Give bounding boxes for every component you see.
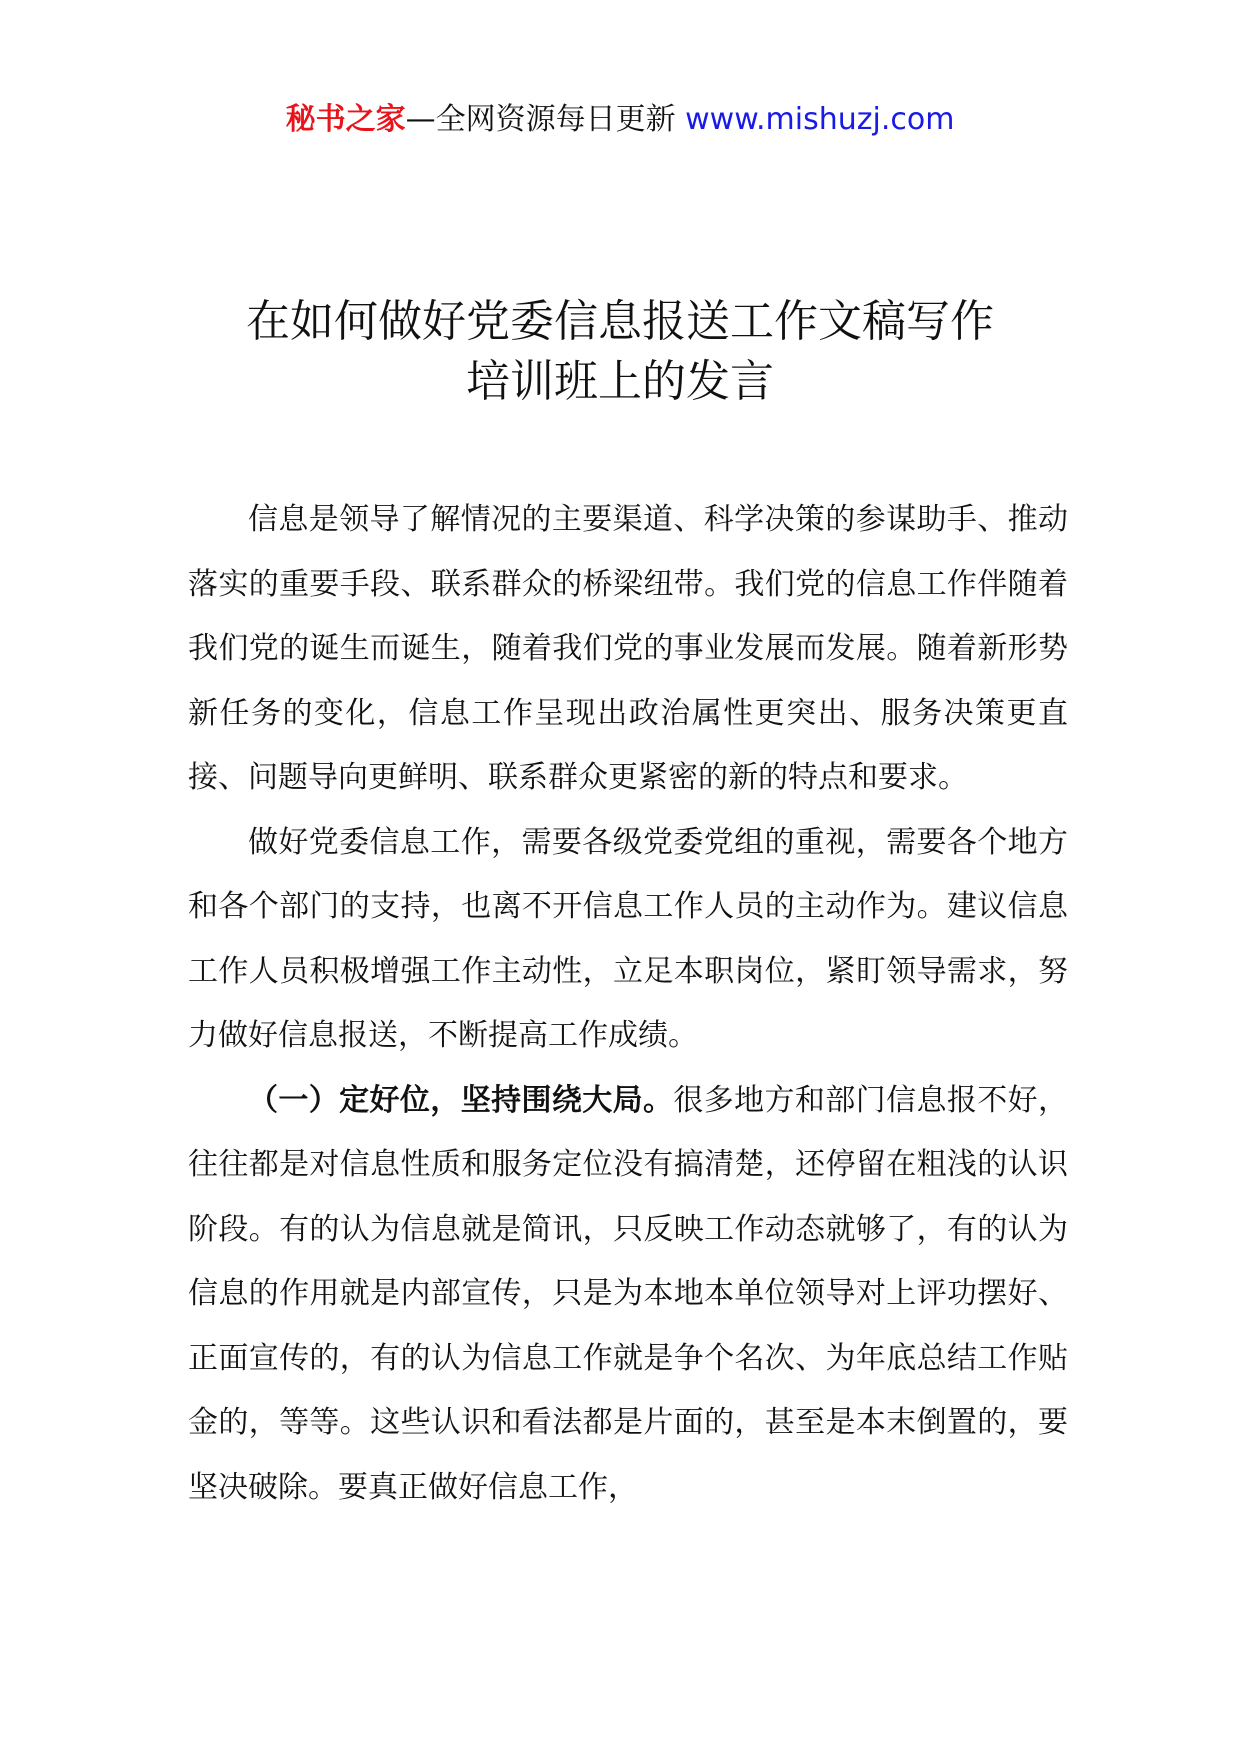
document-title	[0, 292, 1240, 412]
site-header	[0, 98, 1240, 142]
header-separator: —	[405, 102, 436, 137]
paragraph-1: 信息是领导了解情况的主要渠道、科学决策的参谋助手、推动落实的重要手段、联系群众的桥梁纽带。我们党的信息工作伴随着我们党的诞生而诞生，随着我们党的事业发展而发展。随着新形势新任务的变化，信息工作呈现出政治属性更突出、服务决策更直接、问题导向更鲜明、联系群众更紧密的新的特点和要求。	[188, 502, 1068, 795]
paragraph-3	[188, 1069, 1068, 1521]
section-heading-1: （一）定好位，坚持围绕大局。	[248, 1082, 674, 1118]
site-slogan: 全网资源每日更新	[435, 102, 676, 137]
title-line-2: 培训班上的发言	[466, 356, 774, 407]
site-brand: 秘书之家	[285, 102, 406, 137]
document-body	[188, 488, 1068, 1520]
title-line-1: 在如何做好党委信息报送工作文稿写作	[246, 296, 994, 347]
paragraph-2: 做好党委信息工作，需要各级党委党组的重视，需要各个地方和各个部门的支持，也离不开信息工作人员的主动作为。建议信息工作人员积极增强工作主动性，立足本职岗位，紧盯领导需求，努力做好信息报送，不断提高工作成绩。	[188, 824, 1068, 1053]
paragraph-3-text: 很多地方和部门信息报不好，往往都是对信息性质和服务定位没有搞清楚，还停留在粗浅的认识阶段。有的认为信息就是简讯，只反映工作动态就够了，有的认为信息的作用就是内部宣传，只是为本地本单位领导对上评功摆好、正面宣传的，有的认为信息工作就是争个名次、为年底总结工作贴金的，等等。这些认识和看法都是片面的，甚至是本末倒置的，要坚决破除。要真正做好信息工作，	[188, 1082, 1069, 1505]
site-url-link[interactable]: www.mishuzj.com	[685, 102, 955, 137]
